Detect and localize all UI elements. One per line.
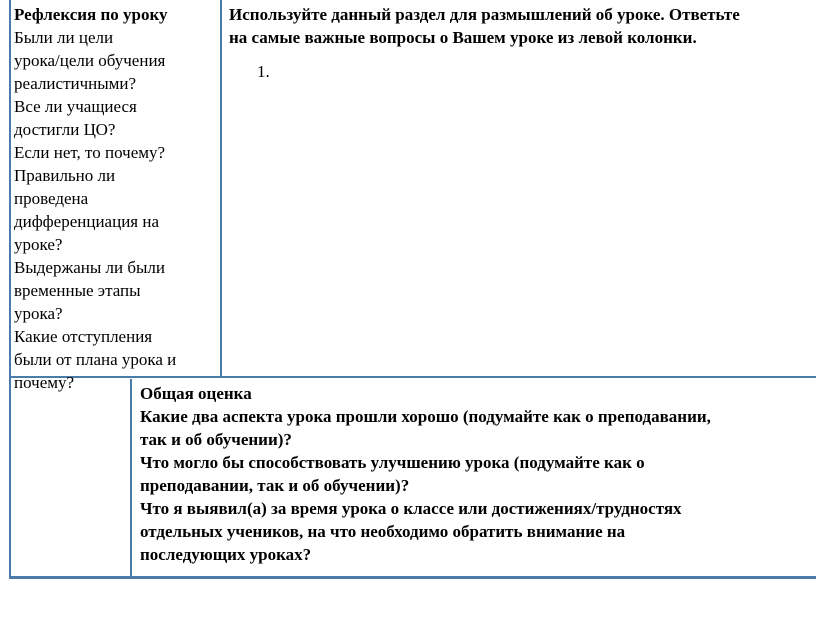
question-line: были от плана урока и <box>14 350 177 369</box>
question-line: дифференциация на <box>14 212 160 231</box>
question-line: почему? <box>14 373 75 392</box>
question-line: достигли ЦО? <box>14 120 116 139</box>
question-line: Все ли учащиеся <box>14 97 137 116</box>
assessment-line: последующих уроках? <box>140 545 312 564</box>
question-line: урока/цели обучения <box>14 51 166 70</box>
question-line: проведена <box>14 189 89 208</box>
answer-list-marker: 1. <box>257 62 270 81</box>
question-line: Если нет, то почему? <box>14 143 166 162</box>
question-line: уроке? <box>14 235 63 254</box>
question-line: Выдержаны ли были <box>14 258 165 277</box>
question-line: реалистичными? <box>14 74 137 93</box>
assessment-line: отдельных учеников, на что необходимо обратить внимание на <box>140 522 626 541</box>
assessment-line: так и об обучении)? <box>140 430 292 449</box>
instructions-cell <box>229 3 814 49</box>
instruction-line: Используйте данный раздел для размышлений об уроке. Ответьте <box>229 5 740 24</box>
overall-assessment-cell <box>140 382 814 566</box>
assessment-line: Какие два аспекта урока прошли хорошо (подумайте как о преподавании, <box>140 407 711 426</box>
question-line: Какие отступления <box>14 327 153 346</box>
question-line: урока? <box>14 304 63 323</box>
overall-assessment-title: Общая оценка <box>140 384 252 403</box>
reflection-title: Рефлексия по уроку <box>14 5 168 24</box>
question-line: Были ли цели <box>14 28 114 47</box>
assessment-line: преподавании, так и об обучении)? <box>140 476 410 495</box>
reflection-questions-cell <box>14 3 219 394</box>
question-line: временные этапы <box>14 281 141 300</box>
assessment-line: Что могло бы способствовать улучшению урока (подумайте как о <box>140 453 645 472</box>
bottom-row-column-divider <box>130 379 132 577</box>
assessment-line: Что я выявил(а) за время урока о классе или достижениях/трудностях <box>140 499 682 518</box>
top-row-column-divider <box>220 0 222 377</box>
instruction-line: на самые важные вопросы о Вашем уроке из левой колонки. <box>229 28 697 47</box>
question-line: Правильно ли <box>14 166 116 185</box>
